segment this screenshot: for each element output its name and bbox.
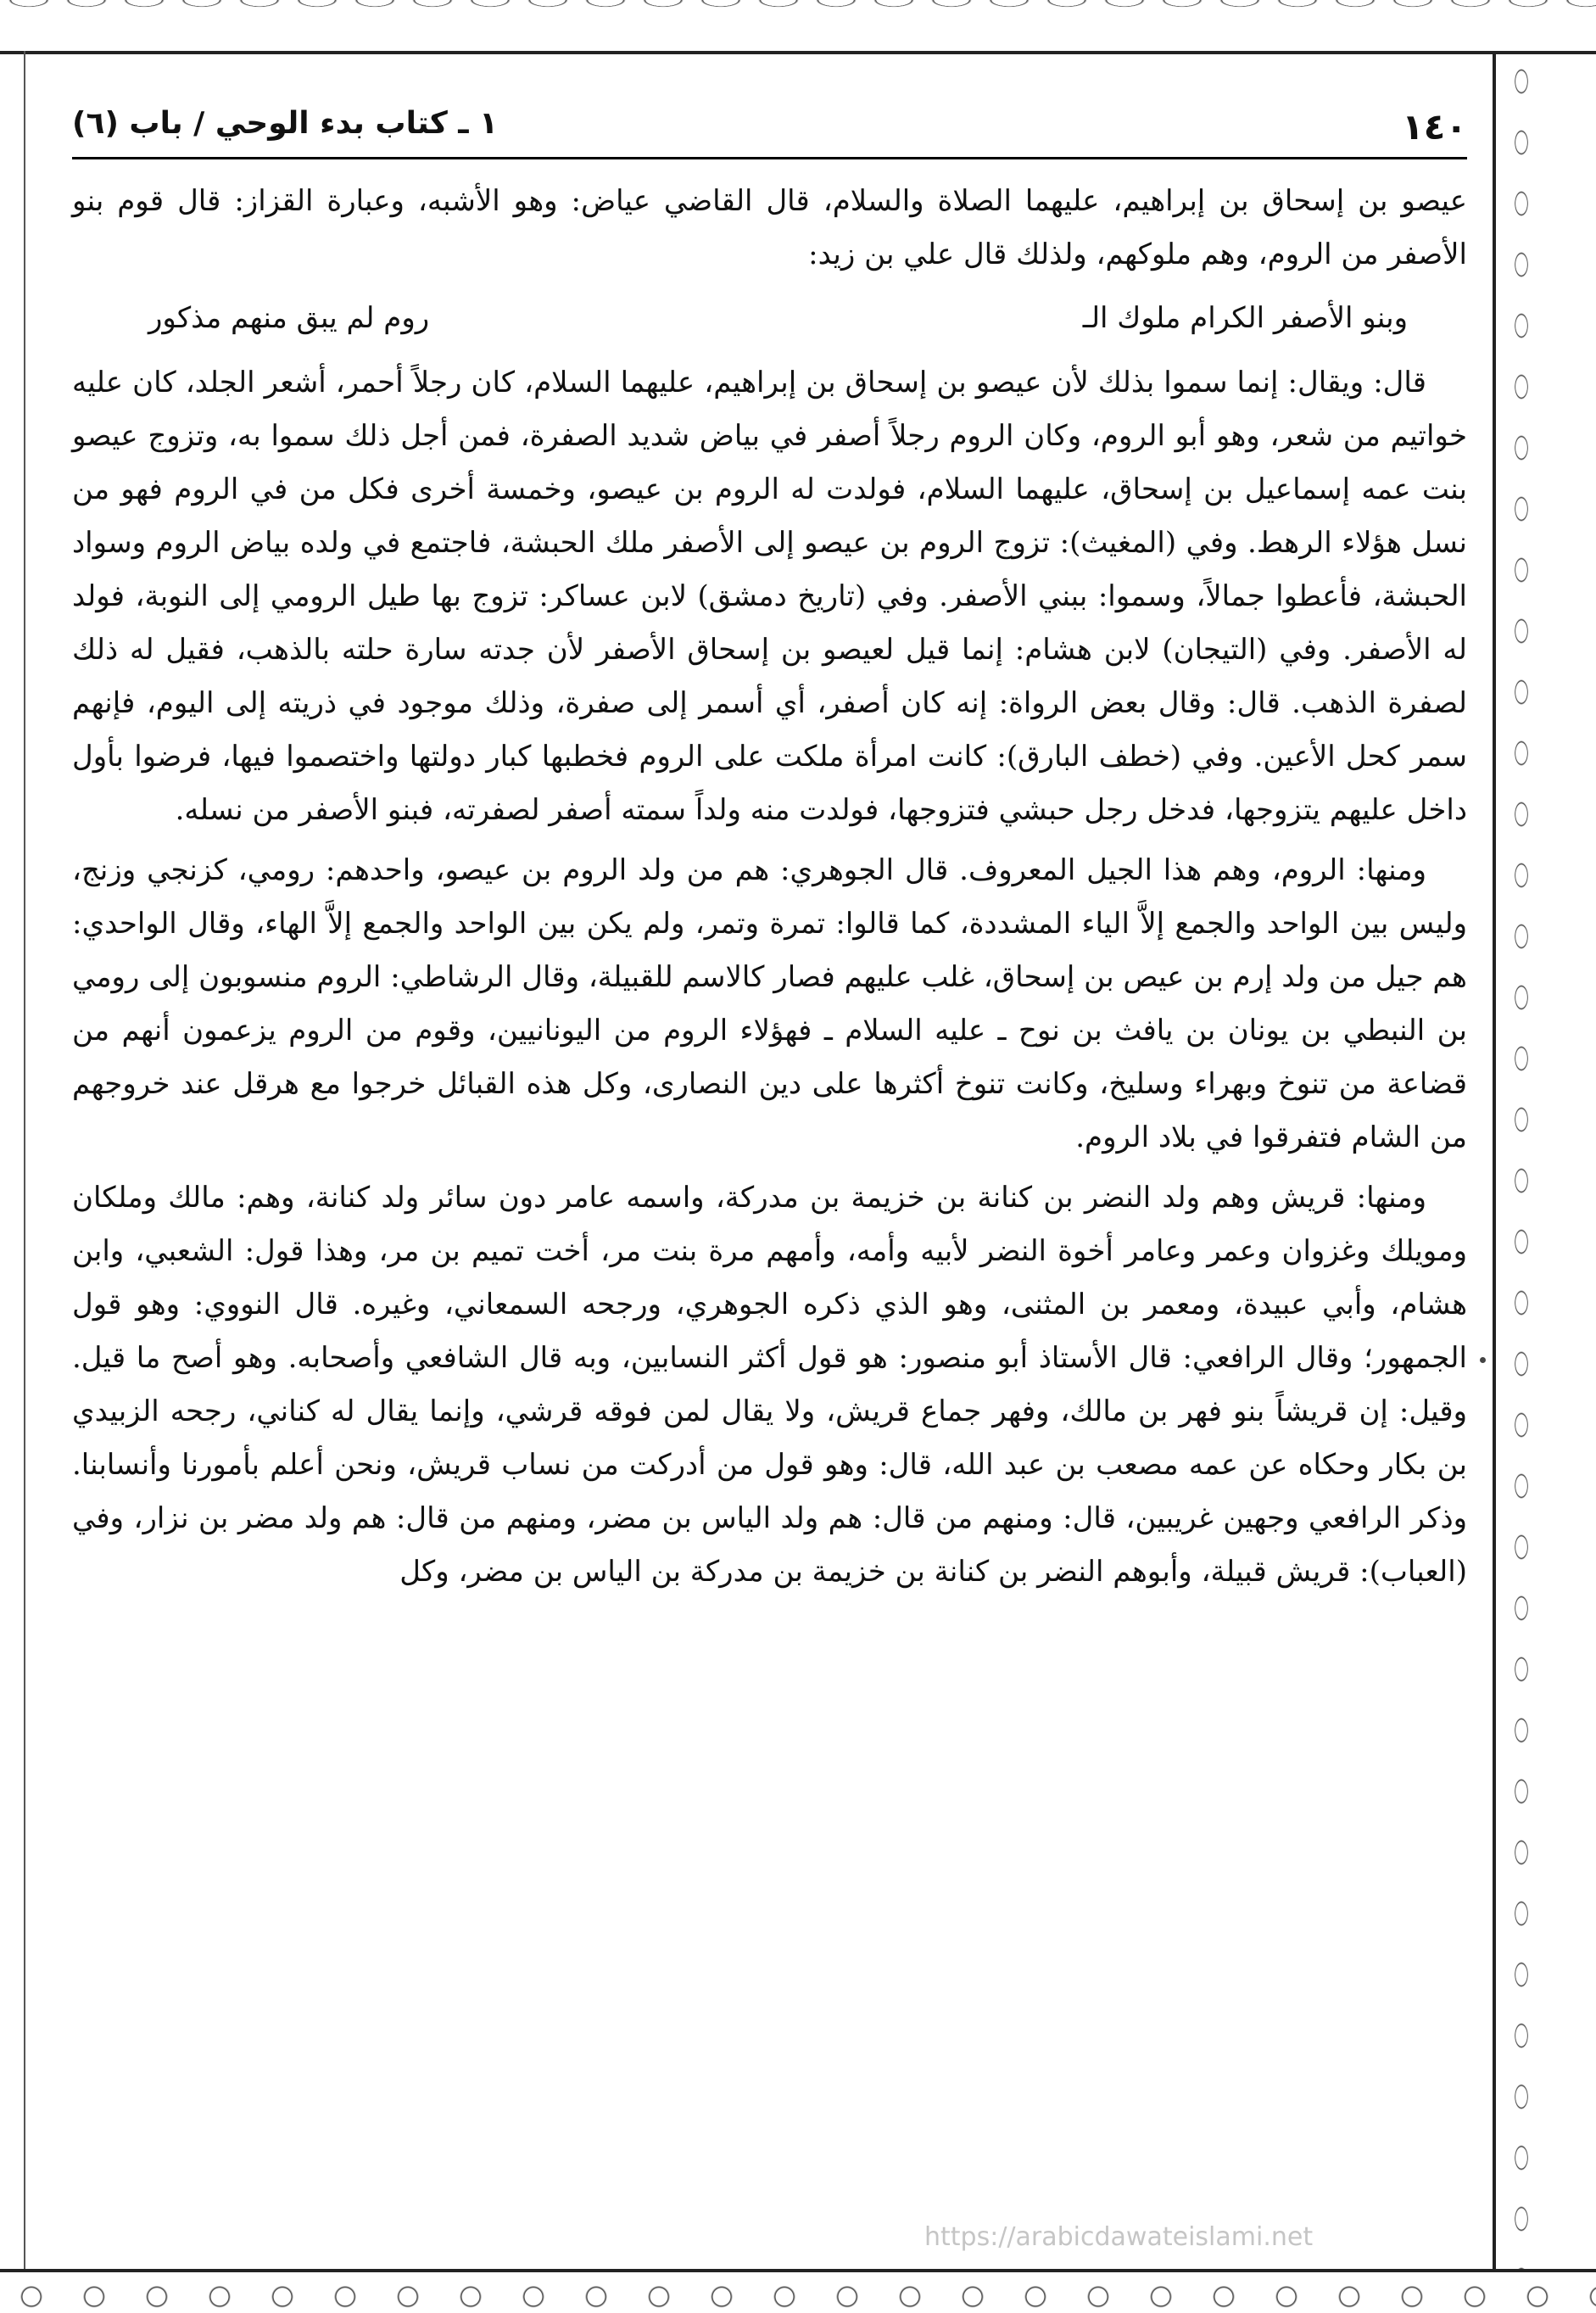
body-text bbox=[72, 175, 1467, 1599]
page-border-top bbox=[0, 0, 1596, 54]
paragraph-1: عيصو بن إسحاق بن إبراهيم، عليهما الصلاة والسلام، قال القاضي عياض: وهو الأشبه، وعبارة القزاز: قال قوم بنو الأصفر من الروم، وهم ملوكهم، ولذلك قال علي بن زيد: bbox=[72, 184, 1467, 271]
page-header bbox=[72, 98, 1467, 159]
verse-second-hemistich: روم لم يبق منهم مذكور bbox=[148, 301, 430, 335]
running-head: ١ ـ كتاب بدء الوحي / باب (٦) bbox=[72, 106, 499, 141]
watermark: https://arabicdawateislami.net bbox=[924, 2222, 1314, 2252]
verse-first-hemistich: وبنو الأصفر الكرام ملوك الـ bbox=[1082, 301, 1408, 335]
paragraph-3: ومنها: الروم، وهم هذا الجيل المعروف. قال الجوهري: هم من ولد الروم بن عيصو، واحدهم: رومي، كزنجي وزنج، وليس بين الواحد والجمع إلاَّ الياء المشددة، كما قالوا: تمرة وتمر، ولم يكن بين الواحد والجمع إلاَّ الهاء، وقال الواحدي: هم جيل من ولد إرم بن عيص بن إسحاق، غلب عليهم فصار كالاسم للقبيلة، وقال الرشاطي: الروم منسوبون إلى رومي بن النبطي بن يونان بن يافث بن نوح ـ عليه السلام ـ فهؤلاء الروم من اليونانيين، وقوم من الروم يزعمون أنهم من قضاعة من تنوخ وبهراء وسليخ، وكانت تنوخ أكثرها على دين النصارى، وكل هذه القبائل خرجوا مع هرقل عند خروجهم من الشام فتفرقوا في بلاد الروم. bbox=[72, 853, 1467, 1154]
margin-dot bbox=[1480, 1357, 1486, 1363]
paragraph-4: ومنها: قريش وهم ولد النضر بن كنانة بن خزيمة بن مدركة، واسمه عامر دون سائر ولد كنانة، وهم: مالك وملكان ومويلك وغزوان وعمر وعامر أخوة النضر لأبيه وأمه، وأمهم مرة بنت مر، أخت تميم بن مر، وهذا قول: الشعبي، وابن هشام، وأبي عبيدة، ومعمر بن المثنى، وهو الذي ذكره الجوهري، ورجحه السمعاني، وغيره. قال النووي: وهو قول الجمهور؛ وقال الرافعي: قال الأستاذ أبو منصور: هو قول أكثر النسابين، وبه قال الشافعي وأصحابه. وهو أصح ما قيل. وقيل: إن قريشاً بنو فهر بن مالك، وفهر جماع قريش، ولا يقال لمن فوقه قرشي، وإنما يقال له كناني، رجحه الزبيدي بن بكار وحكاه عن عمه مصعب بن عبد الله، قال: وهو قول من أدركت من نساب قريش، ونحن أعلم بأمورنا وأنسابنا. وذكر الرافعي وجهين غريبين، قال: ومنهم من قال: هم ولد الياس بن مضر، ومنهم من قال: هم ولد مضر بن نزار، وفي (العباب): قريش قبيلة، وأبوهم النضر بن كنانة بن خزيمة بن مدركة بن الياس بن مضر، وكل bbox=[72, 1181, 1467, 1589]
page-border-left bbox=[24, 51, 25, 2269]
page-number: ١٤٠ bbox=[1402, 106, 1467, 148]
paragraph-2: قال: ويقال: إنما سموا بذلك لأن عيصو بن إسحاق بن إبراهيم، عليهما السلام، كان رجلاً أحمر، أشعر الجلد، كان عليه خواتيم من شعر، وهو أبو الروم، وكان الروم رجلاً أصفر في بياض شديد الصفرة، فمن أجل ذلك سموا به، وتزوج عيصو بنت عمه إسماعيل بن إسحاق، عليهما السلام، فولدت له الروم بن عيصو، وخمسة أخرى فكل من في الروم فهو من نسل هؤلاء الرهط. وفي (المغيث): تزوج الروم بن عيصو إلى الأصفر ملك الحبشة، فاجتمع في ولده بياض الروم وسواد الحبشة، فأعطوا جمالاً، وسموا: ببني الأصفر. وفي (تاريخ دمشق) لابن عساكر: تزوج بها طيل الرومي إلى النوبة، فولد له الأصفر. وفي (التيجان) لابن هشام: إنما قيل لعيصو بن إسحاق الأصفر لأن جدته سارة حلته بالذهب، فقيل له ذلك لصفرة الذهب. قال: وقال بعض الرواة: إنه كان أصفر، أي أسمر إلى صفرة، وذلك موجود في ذريته إلى اليوم، فإنهم سمر كحل الأعين. وفي (خطف البارق): كانت امرأة ملكت على الروم فخطبها كبار دولتها واختصموا فيها، فرضوا بأول داخل عليهم يتزوجها، فدخل رجل حبشي فتزوجها، فولدت منه ولداً سمته أصفر لصفرته، فبنو الأصفر من نسله. bbox=[72, 366, 1467, 827]
book-page bbox=[72, 98, 1467, 2256]
poetry-verse bbox=[72, 288, 1467, 348]
page-border-right bbox=[1493, 51, 1596, 2269]
page-border-bottom bbox=[0, 2269, 1596, 2313]
